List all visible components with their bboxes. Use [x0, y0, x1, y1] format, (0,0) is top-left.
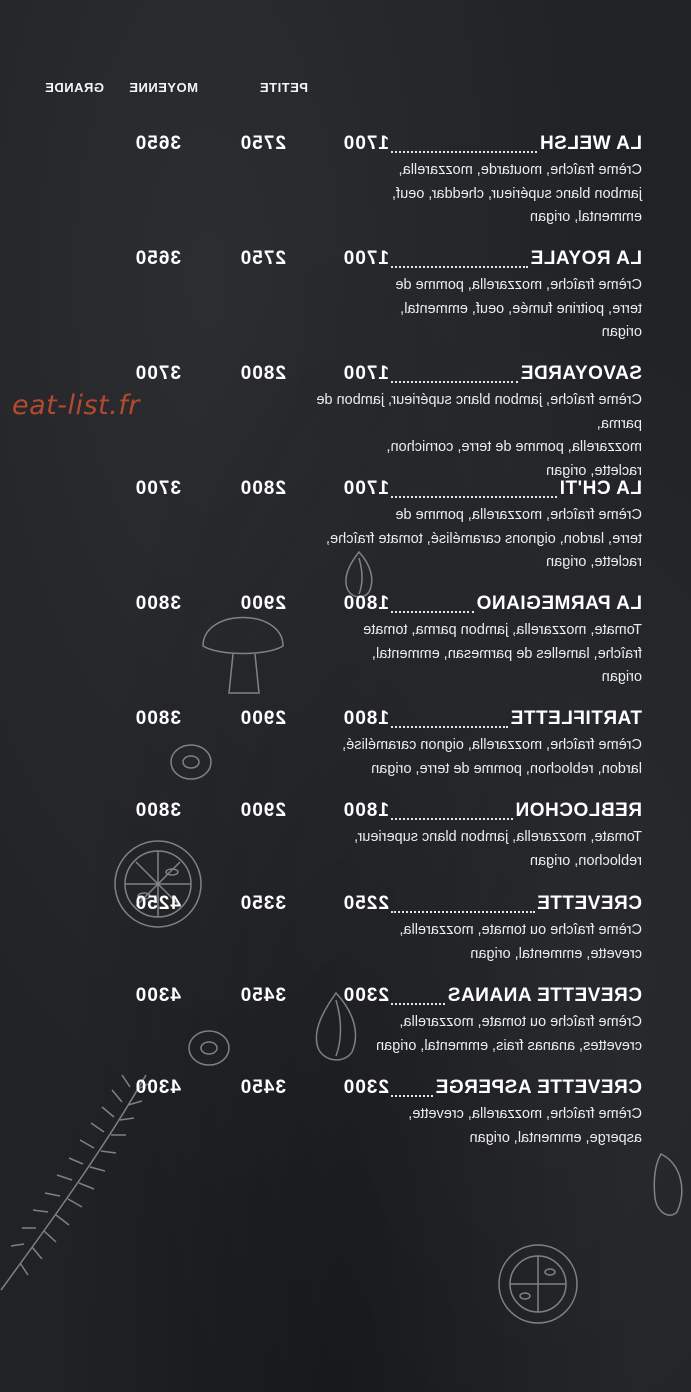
olive-icon — [169, 742, 213, 782]
price-moyenne: 2800 — [239, 478, 286, 499]
price-petite: 1700 — [342, 363, 389, 384]
price-moyenne: 3450 — [239, 985, 286, 1006]
item-name: LA PARMEGIANO — [476, 593, 642, 614]
item-name: LA ROYALE — [530, 248, 642, 269]
price-grande: 3800 — [134, 708, 181, 729]
leader-dots — [391, 593, 474, 613]
item-description: Crème fraîche, mozzarella, crevette, asperge, emmental, origan — [408, 1106, 642, 1146]
leader-dots — [391, 985, 445, 1005]
item-name: CREVETTE — [536, 893, 642, 914]
price-grande: 3800 — [134, 593, 181, 614]
price-grande: 4300 — [134, 985, 181, 1006]
price-grande: 3700 — [134, 363, 181, 384]
leader-dots — [391, 1077, 433, 1097]
pepper-icon — [651, 1150, 691, 1220]
olive-icon — [187, 1028, 231, 1068]
item-description: Crème fraîche, jambon blanc supérieur, jambon de parma, mozzarella, pomme de terre, cornichon, raclette, origan — [316, 392, 642, 479]
leader-dots — [391, 893, 535, 913]
leader-dots — [391, 708, 508, 728]
price-grande: 4250 — [134, 893, 181, 914]
price-grande: 3800 — [134, 800, 181, 821]
item-description: Tomate, mozzarella, jambon blanc superieur, reblochon, origan — [354, 829, 642, 869]
item-name: LA CH'TI — [559, 478, 642, 499]
price-petite: 2300 — [342, 1077, 389, 1098]
price-moyenne: 2750 — [239, 133, 286, 154]
price-petite: 2250 — [342, 893, 389, 914]
item-name: TARTIFLETTE — [510, 708, 642, 729]
price-petite: 1800 — [342, 800, 389, 821]
tomato-slice-icon — [496, 1242, 580, 1326]
price-moyenne: 2750 — [239, 248, 286, 269]
size-column-headers — [0, 80, 691, 100]
header-petite: PETITE — [259, 80, 308, 95]
price-grande: 3650 — [134, 133, 181, 154]
item-description: Crème fraîche ou tomate, mozzarella, crevette, emmental, origan — [399, 922, 642, 962]
item-description: Tomate, mozzarella, jambon parma, tomate fraîche, lamelles de parmesan, emmental, origan — [363, 622, 642, 685]
header-grande: GRANDE — [44, 80, 104, 95]
item-name: CREVETTE ASPERGE — [435, 1077, 642, 1098]
price-petite: 1700 — [342, 478, 389, 499]
leader-dots — [391, 133, 537, 153]
price-petite: 1800 — [342, 593, 389, 614]
price-petite: 2300 — [342, 985, 389, 1006]
price-petite: 1700 — [342, 133, 389, 154]
item-name: CREVETTE ANANAS — [447, 985, 642, 1006]
leader-dots — [391, 478, 557, 498]
price-petite: 1800 — [342, 708, 389, 729]
price-moyenne: 3350 — [239, 893, 286, 914]
item-name: SAVOYARDE — [520, 363, 642, 384]
item-name: LA WELSH — [539, 133, 642, 154]
price-moyenne: 2800 — [239, 363, 286, 384]
price-petite: 1700 — [342, 248, 389, 269]
item-description: Crème fraîche, moutarde, mozzarella, jambon blanc supérieur, cheddar, oeuf, emmental, origan — [392, 162, 642, 225]
price-moyenne: 2900 — [239, 593, 286, 614]
price-moyenne: 3450 — [239, 1077, 286, 1098]
item-description: Crème fraîche, mozzarella, oignon caramélisé, lardon, reblochon, pomme de terre, origan — [342, 737, 642, 777]
price-moyenne: 2900 — [239, 708, 286, 729]
price-grande: 3650 — [134, 248, 181, 269]
price-grande: 3700 — [134, 478, 181, 499]
leader-dots — [391, 800, 513, 820]
item-description: Crème fraîche ou tomate, mozzarella, crevettes, ananas frais, emmental, origan — [376, 1014, 642, 1054]
watermark-logo: eat-list.fr — [12, 390, 140, 421]
header-moyenne: MOYENNE — [128, 80, 198, 95]
price-grande: 4300 — [134, 1077, 181, 1098]
item-description: Crème fraîche, mozzarella, pomme de terre, poitrine fumée, oeuf, emmental, origan — [395, 277, 642, 340]
leader-dots — [391, 363, 518, 383]
item-description: Crème fraîche, mozzarella, pomme de terre, lardon, oignons caramélisé, tomate fraîche, raclette, origan — [326, 507, 642, 570]
price-moyenne: 2900 — [239, 800, 286, 821]
leader-dots — [391, 248, 528, 268]
item-name: REBLOCHON — [515, 800, 642, 821]
